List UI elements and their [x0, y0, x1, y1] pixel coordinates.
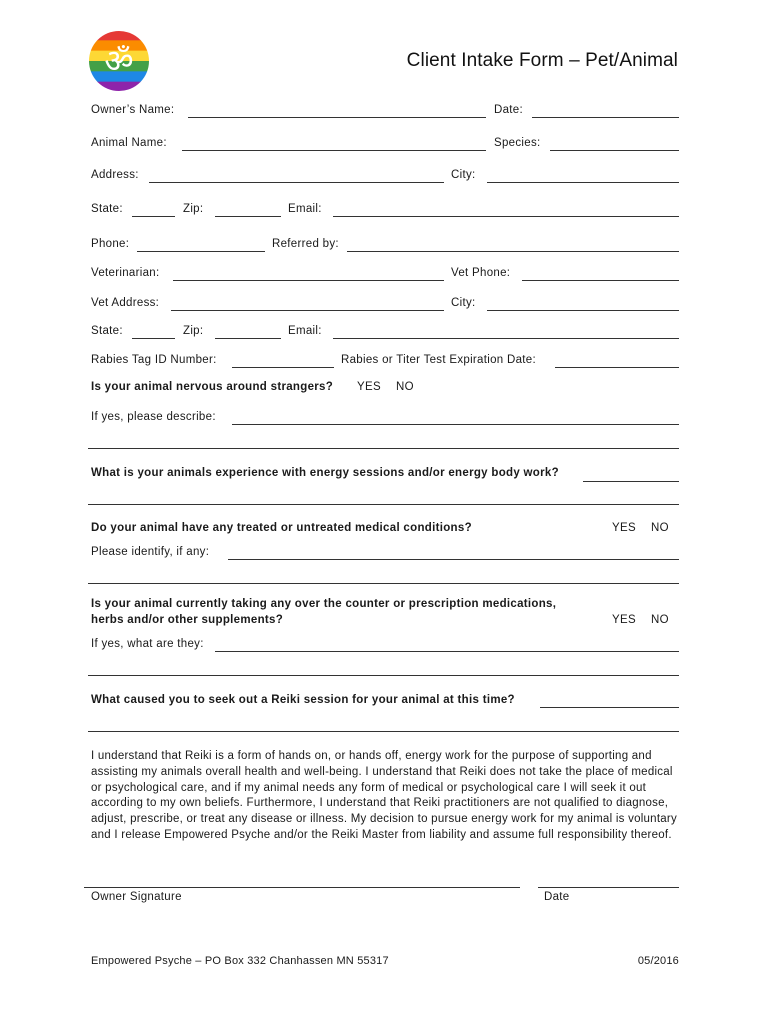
referred-by-label: Referred by: — [272, 238, 339, 250]
signature-date-field[interactable] — [538, 887, 679, 888]
form-title: Client Intake Form – Pet/Animal — [406, 50, 678, 71]
veterinarian-field[interactable] — [173, 280, 444, 281]
phone-label: Phone: — [91, 238, 130, 250]
meds-what-field[interactable] — [215, 651, 679, 652]
medical-no[interactable]: NO — [651, 522, 669, 534]
vet-email-field[interactable] — [333, 338, 679, 339]
meds-what-label: If yes, what are they: — [91, 638, 204, 650]
describe-label: If yes, please describe: — [91, 411, 216, 423]
owner-name-label: Owner’s Name: — [91, 104, 175, 116]
rabies-exp-field[interactable] — [555, 367, 679, 368]
city-label: City: — [451, 169, 476, 181]
zip-label: Zip: — [183, 203, 204, 215]
email-field[interactable] — [333, 216, 679, 217]
vet-city-label: City: — [451, 297, 476, 309]
reason-field[interactable] — [540, 707, 679, 708]
owner-signature-label: Owner Signature — [91, 891, 182, 903]
nervous-question: Is your animal nervous around strangers? — [91, 381, 334, 393]
reason-field-line2[interactable] — [88, 731, 679, 732]
zip-field[interactable] — [215, 216, 281, 217]
footer-address: Empowered Psyche – PO Box 332 Chanhassen MN 55317 — [91, 955, 389, 967]
owner-signature-field[interactable] — [84, 887, 520, 888]
nervous-no[interactable]: NO — [396, 381, 414, 393]
consent-paragraph: I understand that Reiki is a form of hands on, or hands off, energy work for the purpose of supporting and assisting my animals overall health and well-being. I understand that Reiki does not take the place of medical or psychological care, and if my animal needs any form of medical or psychological care I will seek it out according to my own beliefs. Furthermore, I understand that Reiki practitioners are not qualified to diagnose, adjust, prescribe, or treat any disease or illness. My decision to pursue energy work for my animal is voluntary and I release Empowered Psyche and/or the Reiki Master from liability and assume full responsibility thereof. — [91, 750, 677, 841]
referred-by-field[interactable] — [347, 251, 679, 252]
energy-field-line2[interactable] — [88, 504, 679, 505]
rabies-exp-label: Rabies or Titer Test Expiration Date: — [341, 354, 536, 366]
vet-address-label: Vet Address: — [91, 297, 160, 309]
vet-state-field[interactable] — [132, 338, 175, 339]
email-label: Email: — [288, 203, 322, 215]
veterinarian-label: Veterinarian: — [91, 267, 160, 279]
vet-address-field[interactable] — [171, 310, 444, 311]
address-field[interactable] — [149, 182, 444, 183]
address-label: Address: — [91, 169, 139, 181]
identify-label: Please identify, if any: — [91, 546, 210, 558]
animal-name-label: Animal Name: — [91, 137, 167, 149]
meds-yes[interactable]: YES — [612, 614, 636, 626]
state-label: State: — [91, 203, 123, 215]
meds-question-line2: herbs and/or other supplements? — [91, 614, 284, 626]
animal-name-field[interactable] — [182, 150, 486, 151]
medical-yes[interactable]: YES — [612, 522, 636, 534]
identify-field[interactable] — [228, 559, 679, 560]
meds-no[interactable]: NO — [651, 614, 669, 626]
rabies-tag-label: Rabies Tag ID Number: — [91, 354, 217, 366]
state-field[interactable] — [132, 216, 175, 217]
city-field[interactable] — [487, 182, 679, 183]
phone-field[interactable] — [137, 251, 265, 252]
energy-field[interactable] — [583, 481, 679, 482]
vet-state-label: State: — [91, 325, 123, 337]
owner-name-field[interactable] — [188, 117, 486, 118]
logo-band — [88, 82, 150, 92]
signature-date-label: Date — [544, 891, 570, 903]
footer-revision: 05/2016 — [637, 955, 679, 967]
date-label: Date: — [494, 104, 523, 116]
species-field[interactable] — [550, 150, 679, 151]
nervous-yes[interactable]: YES — [357, 381, 381, 393]
vet-email-label: Email: — [288, 325, 322, 337]
species-label: Species: — [494, 137, 541, 149]
medical-question: Do your animal have any treated or untreated medical conditions? — [91, 522, 472, 534]
vet-phone-label: Vet Phone: — [451, 267, 511, 279]
identify-field-line2[interactable] — [88, 583, 679, 584]
vet-zip-field[interactable] — [215, 338, 281, 339]
vet-city-field[interactable] — [487, 310, 679, 311]
describe-field-line2[interactable] — [88, 448, 679, 449]
vet-phone-field[interactable] — [522, 280, 679, 281]
rabies-tag-field[interactable] — [232, 367, 334, 368]
date-field[interactable] — [532, 117, 679, 118]
reason-question: What caused you to seek out a Reiki session for your animal at this time? — [91, 694, 515, 706]
energy-question: What is your animals experience with energy sessions and/or energy body work? — [91, 467, 559, 479]
describe-field[interactable] — [232, 424, 679, 425]
om-rainbow-logo — [88, 30, 150, 92]
om-icon: ॐ — [104, 42, 134, 80]
logo-band — [88, 30, 150, 41]
vet-zip-label: Zip: — [183, 325, 204, 337]
meds-question-line1: Is your animal currently taking any over the counter or prescription medications, — [91, 598, 557, 610]
meds-what-field-line2[interactable] — [88, 675, 679, 676]
